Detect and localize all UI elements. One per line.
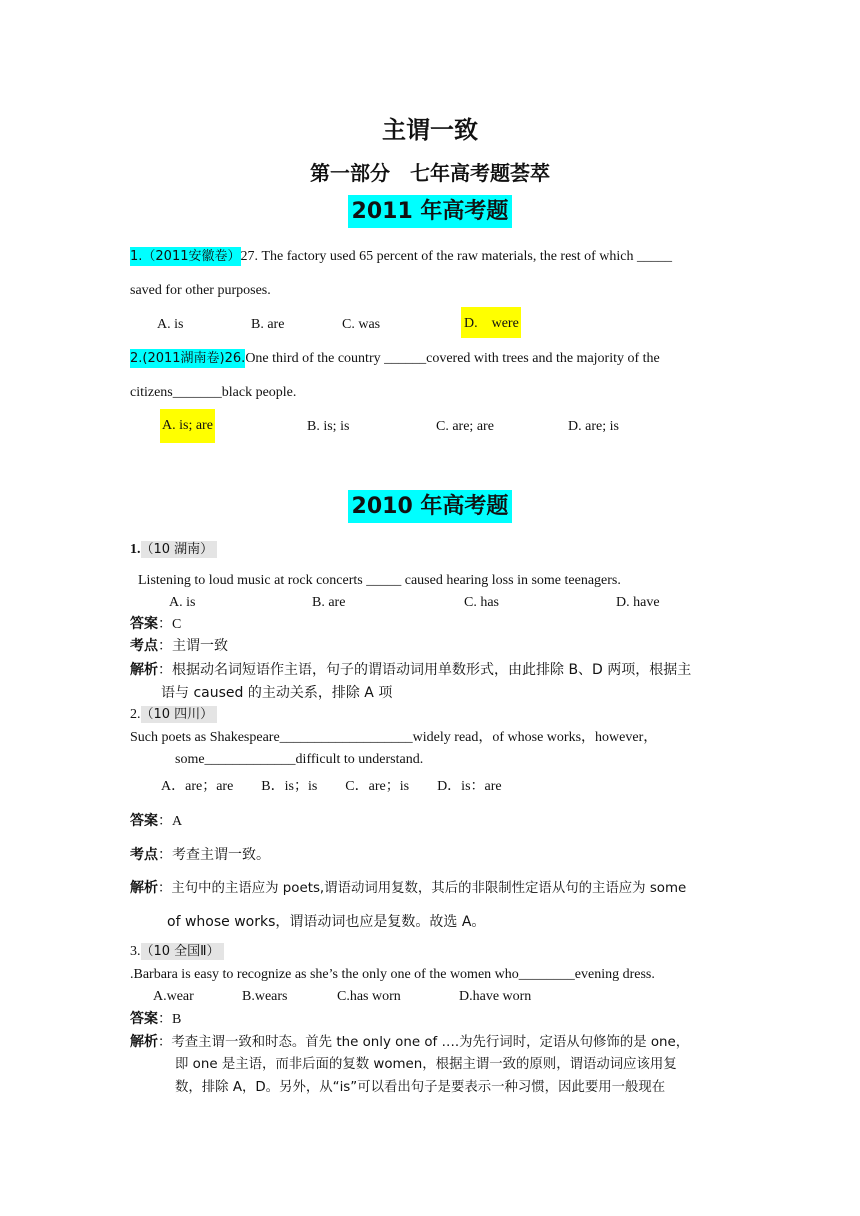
question-number: 3. (130, 944, 141, 959)
option-c: C. was (342, 317, 381, 332)
page-subtitle: 第一部分 七年高考题荟萃 (310, 161, 550, 185)
question-number: 1. (130, 542, 141, 557)
option-d: D. are; is (568, 419, 619, 434)
answer-line: 答案：A (130, 813, 183, 829)
question-source-tag: 1.（2011安徽卷） (130, 249, 241, 264)
analysis-line-cont: 数，排除 A，D。另外，从“is”可以看出句子是要表示一种习惯，因此要用一般现在 (175, 1080, 666, 1095)
question-stem-cont: some_____________difficult to understand. (175, 752, 424, 767)
question-source-tag: （10 湖南） (141, 541, 218, 558)
question-stem-cont: citizens_______black people. (130, 385, 297, 400)
answer-line: 答案：B (130, 1011, 182, 1027)
question-stem-cont: saved for other purposes. (130, 283, 271, 298)
question-2011-2 (130, 350, 732, 368)
option-b: B. are (312, 595, 346, 610)
option-b: B. is; is (307, 419, 350, 434)
option-a: A.wear (153, 989, 194, 1004)
question-2010-1-header (130, 541, 217, 559)
question-source-tag: （10 全国Ⅱ） (141, 943, 224, 960)
question-stem: One third of the country ______covered with trees and the majority of the (245, 351, 660, 366)
analysis-line-cont: of whose works，谓语动词也应是复数。故选 A。 (167, 914, 486, 930)
question-2010-3-header (130, 943, 224, 961)
section-heading-2011: 2011 年高考题 (348, 195, 513, 228)
question-2011-1 (130, 248, 672, 266)
option-a: A. is (169, 595, 196, 610)
question-source-tag: 2.(2011湖南卷)26. (130, 351, 246, 366)
option-c: C. are; are (436, 419, 494, 434)
analysis-line: 解析：根据动名词短语作主语，句子的谓语动词用单数形式，由此排除 B、D 两项，根据主 (130, 662, 692, 678)
question-source-tag: （10 四川） (141, 706, 218, 723)
option-d: D. have (616, 595, 660, 610)
question-stem: 27. The factory used 65 percent of the raw materials, the rest of which _____ (240, 249, 673, 264)
option-c: C. has (464, 595, 499, 610)
question-stem: .Barbara is easy to recognize as she’s the only one of the women who________evening dress. (130, 967, 655, 982)
section-2010 (0, 493, 860, 521)
point-line: 考点：主谓一致 (130, 638, 228, 654)
analysis-line: 解析：考查主谓一致和时态。首先 the only one of ….为先行词时，定语从句修饰的是 one， (130, 1034, 690, 1050)
analysis-line-cont: 语与 caused 的主动关系，排除 A 项 (161, 685, 393, 701)
options-line: A．are；are B．is；is C．are；is D．is：are (161, 779, 502, 794)
section-heading-2010: 2010 年高考题 (348, 490, 513, 523)
question-stem: Listening to loud music at rock concerts _____ caused hearing loss in some teenagers. (138, 573, 621, 588)
option-c: C.has worn (337, 989, 401, 1004)
option-d-correct: D. were (461, 307, 521, 338)
analysis-line: 解析：主句中的主语应为 poets,谓语动词用复数，其后的非限制性定语从句的主语应为 some (130, 880, 687, 896)
option-b: B.wears (242, 989, 288, 1004)
section-2011 (0, 198, 860, 226)
answer-line: 答案：C (130, 616, 182, 632)
option-a: A. is (157, 317, 184, 332)
option-a-correct: A. is; are (160, 409, 215, 443)
point-line: 考点：考查主谓一致。 (130, 847, 270, 863)
question-number: 2. (130, 707, 141, 722)
option-d: D.have worn (459, 989, 532, 1004)
question-stem: Such poets as Shakespeare___________________widely read，of whose works，however， (130, 730, 658, 745)
page-title: 主谓一致 (382, 116, 478, 144)
question-2010-2-header (130, 706, 217, 724)
option-b: B. are (251, 317, 285, 332)
analysis-line-cont: 即 one 是主语，而非后面的复数 women，根据主谓一致的原则，谓语动词应该用复 (175, 1057, 677, 1072)
